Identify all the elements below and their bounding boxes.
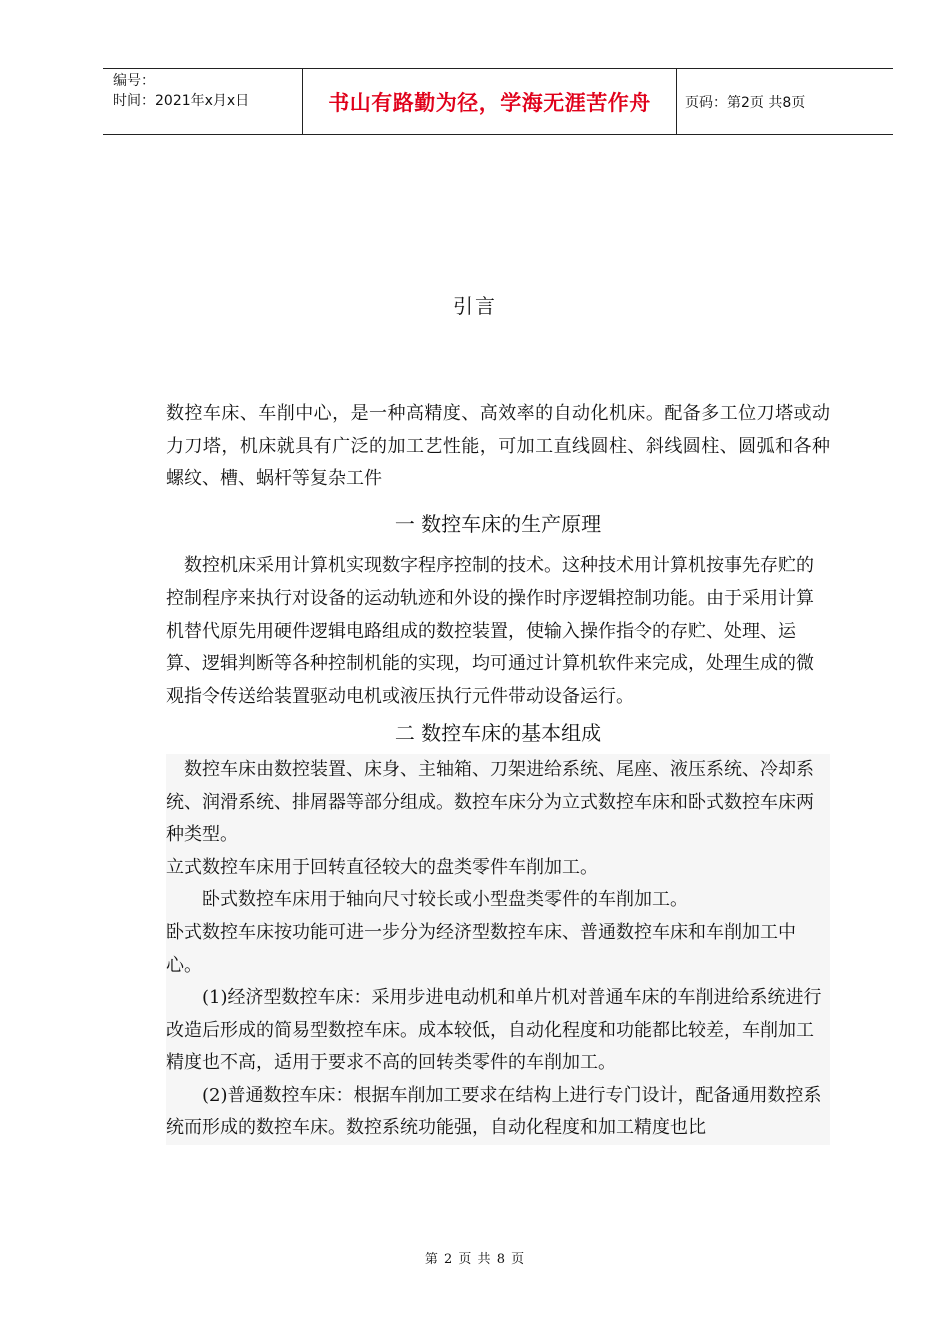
section-2-paragraph: 数控车床由数控装置、床身、主轴箱、刀架进给系统、尾座、液压系统、冷却系统、润滑系统、排屑器等部分组成。数控车床分为立式数控车床和卧式数控车床两种类型。 <box>166 758 814 846</box>
section-2-heading: 二 数控车床的基本组成 <box>394 721 602 746</box>
section-2-paragraph: 卧式数控车床按功能可进一步分为经济型数控车床、普通数控车床和车削加工中心。 <box>166 921 796 976</box>
section-1-body: 数控机床采用计算机实现数字程序控制的技术。这种技术用计算机按事先存贮的控制程序来执行对设备的运动轨迹和外设的操作时序逻辑控制功能。由于采用计算机替代原先用硬件逻辑电路组成的数控装置，使输入操作指令的存贮、处理、运算、逻辑判断等各种控制机能的实现，均可通过计算机软件来完成，处理生成的微观指令传送给装置驱动电机或液压执行元件带动设备运行。 <box>166 555 814 707</box>
section-2-paragraph: 立式数控车床用于回转直径较大的盘类零件车削加工。 <box>166 856 598 878</box>
page-title: 引言 <box>453 294 497 318</box>
intro-paragraph: 数控车床、车削中心，是一种高精度、高效率的自动化机床。配备多工位刀塔或动力刀塔，机床就具有广泛的加工艺性能，可加工直线圆柱、斜线圆柱、圆弧和各种螺纹、槽、蜗杆等复杂工件 <box>166 403 830 490</box>
page-footer: 第 2 页 共 8 页 <box>424 1252 526 1267</box>
section-2-body <box>166 754 830 1145</box>
document-body <box>166 398 830 1145</box>
section-2-paragraph: (1)经济型数控车床：采用步进电动机和单片机对普通车床的车削进给系统进行改造后形成的简易型数控车床。成本较低，自动化程度和功能都比较差，车削加工精度也不高，适用于要求不高的回转类零件的车削加工。 <box>166 987 822 1074</box>
header-motto: 书山有路勤为径，学海无涯苦作舟 <box>303 69 677 134</box>
header-meta <box>103 69 303 134</box>
header-page-code: 页码：第2页 共8页 <box>685 94 806 111</box>
page-header <box>103 68 893 135</box>
section-2-paragraph: 卧式数控车床用于轴向尺寸较长或小型盘类零件的车削加工。 <box>202 889 688 911</box>
date-line: 时间：2021年x月x日 <box>113 93 250 109</box>
serial-label: 编号： <box>113 73 155 89</box>
section-2-paragraph: (2)普通数控车床：根据车削加工要求在结构上进行专门设计，配备通用数控系统而形成的数控车床。数控系统功能强，自动化程度和加工精度也比 <box>166 1084 822 1139</box>
section-1-heading: 一 数控车床的生产原理 <box>394 511 602 536</box>
